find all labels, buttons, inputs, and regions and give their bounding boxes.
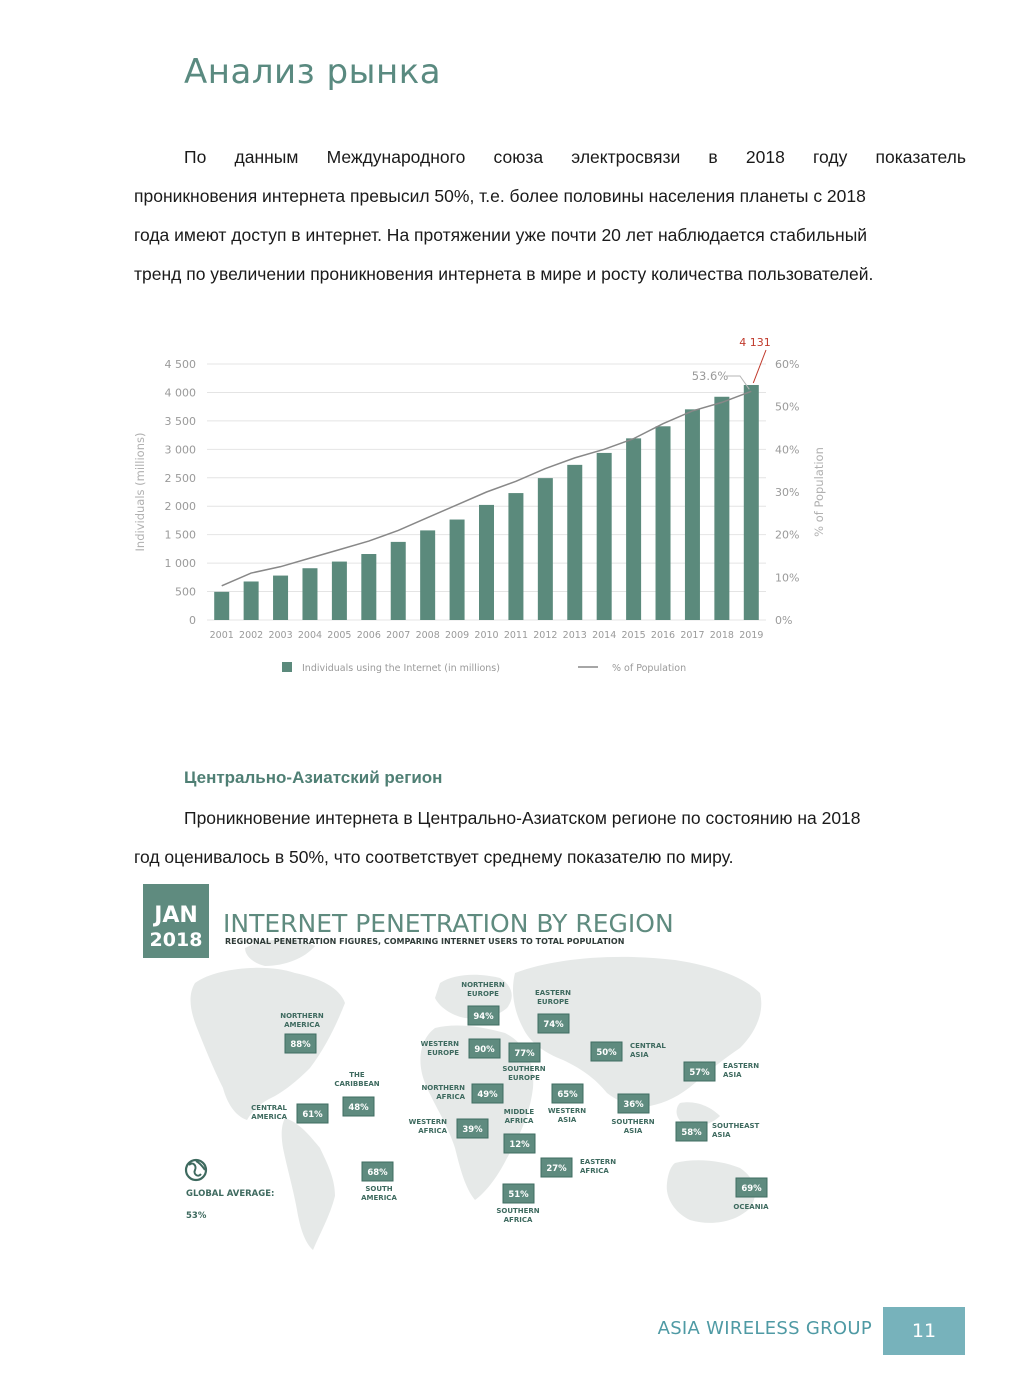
x-tick-label: 2010 [474,630,499,641]
page-number: 11 [883,1307,965,1355]
region-value: 51% [508,1190,529,1200]
region-value: 48% [348,1103,369,1113]
bar [479,505,494,620]
chart-bars [214,385,759,620]
bar [391,542,406,620]
bar [685,409,700,620]
region-value: 77% [514,1049,535,1059]
bar [214,592,229,620]
y-right-tick-label: 20% [775,528,800,542]
region-name: AFRICA [503,1216,533,1224]
region-value: 49% [477,1090,498,1100]
badge-month: JAN [154,903,198,928]
intro-line: тренд по увеличении проникновения интернета в мире и росту количества пользователей. [134,264,874,284]
x-tick-label: 2017 [680,630,705,641]
region-value: 68% [367,1168,388,1178]
x-tick-label: 2006 [356,630,381,641]
region-value: 90% [474,1045,495,1055]
y-right-tick-label: 50% [775,400,800,414]
x-tick-label: 2014 [592,630,617,641]
map-region-marker [611,1094,654,1135]
region-name: AMERICA [361,1194,397,1202]
intro-paragraph [134,138,966,294]
global-average-value: 53% [186,1211,207,1221]
region-name: EASTERN [723,1062,760,1070]
section-line: год оценивалось в 50%, что соответствует среднему показателю по миру. [134,847,734,867]
y-tick-label: 0 [189,614,196,627]
region-value: 57% [689,1068,710,1078]
region-value: 69% [741,1184,762,1194]
y-right-tick-label: 10% [775,571,800,585]
x-tick-label: 2007 [386,630,411,641]
region-value: 27% [546,1164,567,1174]
map-region-marker [676,1122,760,1141]
global-average-label: GLOBAL AVERAGE: [186,1189,275,1199]
region-value: 65% [557,1090,578,1100]
bar [244,581,259,620]
map-region-marker [334,1071,379,1116]
region-name: EUROPE [427,1049,459,1057]
region-name: ASIA [630,1051,649,1059]
region-name: AFRICA [418,1127,447,1135]
region-value: 88% [290,1040,311,1050]
section-paragraph [134,799,966,877]
x-tick-label: 2011 [503,630,529,641]
bar [273,576,288,620]
region-name: SOUTHERN [496,1207,540,1215]
region-name: AMERICA [284,1021,320,1029]
y-right-axis-label: % of Population [812,447,826,537]
region-name: AFRICA [504,1117,534,1125]
bar [538,478,553,620]
x-tick-label: 2001 [209,630,234,641]
region-value: 39% [462,1125,483,1135]
badge-year: 2018 [149,929,203,951]
globe-icon [186,1160,206,1180]
bar [420,530,435,620]
region-name: SOUTHEAST [712,1122,760,1130]
x-tick-label: 2019 [739,630,764,641]
region-name: ASIA [557,1116,577,1124]
section-title: Центрально-Азиатский регион [184,768,443,787]
region-name: MIDDLE [503,1108,535,1116]
x-tick-label: 2016 [650,630,676,641]
region-value: 50% [596,1048,617,1058]
region-value: 61% [302,1110,323,1120]
region-name: CENTRAL [251,1104,287,1112]
bar [508,493,523,620]
legend-line-label: % of Population [612,663,687,674]
region-name: SOUTH [365,1185,393,1193]
annotation-leader [753,350,766,383]
region-name: AMERICA [251,1113,287,1121]
map-region-marker [684,1062,759,1081]
region-name: AFRICA [580,1167,609,1175]
map-region-marker [548,1084,586,1124]
intro-line: По данным Международного союза электросвязи в 2018 году показатель [184,147,966,167]
map-region-marker [496,1184,539,1224]
map-title: INTERNET PENETRATION BY REGION [223,909,674,938]
y-right-tick-label: 30% [775,486,800,499]
region-value: 12% [509,1140,530,1150]
region-name: EUROPE [467,990,499,998]
x-tick-label: 2009 [444,630,470,641]
region-name: NORTHERN [280,1012,324,1020]
y-tick-label: 3 000 [164,443,196,457]
region-name: CENTRAL [630,1042,666,1050]
region-value: 58% [681,1128,702,1138]
bar [626,438,641,620]
region-name: EUROPE [508,1074,540,1082]
x-tick-label: 2004 [297,630,323,641]
region-name: SOUTHERN [611,1118,655,1126]
bar [656,426,671,620]
y-axis-label: Individuals (millions) [133,432,147,552]
bar [744,385,759,620]
section-line: Проникновение интернета в Центрально-Азиатском регионе по состоянию на 2018 [184,808,861,828]
chart-legend [282,662,686,674]
region-name: WESTERN [420,1040,459,1048]
region-name: WESTERN [547,1107,587,1115]
y-tick-label: 4 000 [164,386,196,400]
y-tick-label: 2 500 [164,471,196,485]
map-region-marker [733,1178,769,1211]
map-region-marker [361,1162,397,1202]
page-title: Анализ рынка [184,52,442,92]
y-tick-label: 4 500 [164,358,196,371]
region-name: EASTERN [580,1158,617,1166]
region-name: ASIA [623,1127,643,1135]
y-right-tick-label: 0% [775,614,793,627]
map-region-marker [541,1158,616,1177]
x-tick-label: 2005 [327,630,352,641]
percent-annotation: 53.6% [691,369,729,383]
x-tick-label: 2012 [533,630,558,641]
x-tick-label: 2015 [621,630,646,641]
bar [302,568,317,620]
y-right-tick-label: 60% [775,358,800,371]
intro-line: проникновения интернета превысил 50%, т.е. более половины населения планеты с 2018 [134,186,866,206]
region-name: EUROPE [537,998,569,1006]
bar [361,554,376,620]
footer-brand: ASIA WIRELESS GROUP [657,1318,872,1339]
y-tick-label: 3 500 [164,414,196,428]
region-name: OCEANIA [733,1203,769,1211]
x-tick-label: 2002 [239,630,264,641]
x-tick-label: 2003 [268,630,293,641]
intro-line: года имеют доступ в интернет. На протяжении уже почти 20 лет наблюдается стабильный [134,225,868,245]
region-name: SOUTHERN [502,1065,546,1073]
region-name: AFRICA [436,1093,465,1101]
x-tick-label: 2013 [562,630,587,641]
bar [450,520,465,620]
region-value: 36% [623,1100,644,1110]
y-tick-label: 500 [175,585,196,599]
value-annotation: 4 131 [739,336,771,349]
bar [714,397,729,620]
bar [332,562,347,620]
region-name: NORTHERN [421,1084,465,1092]
region-name: WESTERN [408,1118,447,1126]
region-name: CARIBBEAN [334,1080,380,1088]
y-tick-label: 2 000 [164,500,196,514]
bar [567,465,582,620]
region-name: EASTERN [534,989,572,997]
region-name: THE [349,1071,365,1079]
region-name: ASIA [723,1071,742,1079]
map-subtitle: REGIONAL PENETRATION FIGURES, COMPARING INTERNET USERS TO TOTAL POPULATION [225,937,625,946]
region-value: 94% [473,1012,494,1022]
y-right-tick-label: 40% [775,443,800,457]
internet-users-chart [120,330,840,690]
internet-penetration-map [135,878,835,1268]
map-region-marker [502,1043,545,1082]
y-tick-label: 1 500 [164,528,196,542]
legend-bar-swatch [282,662,292,672]
x-tick-label: 2008 [415,630,440,641]
x-tick-label: 2018 [709,630,734,641]
region-name: NORTHERN [461,981,505,989]
legend-bar-label: Individuals using the Internet (in millions) [302,663,500,674]
region-name: ASIA [712,1131,731,1139]
y-tick-label: 1 000 [164,557,196,571]
region-value: 74% [543,1020,564,1030]
bar [597,453,612,620]
